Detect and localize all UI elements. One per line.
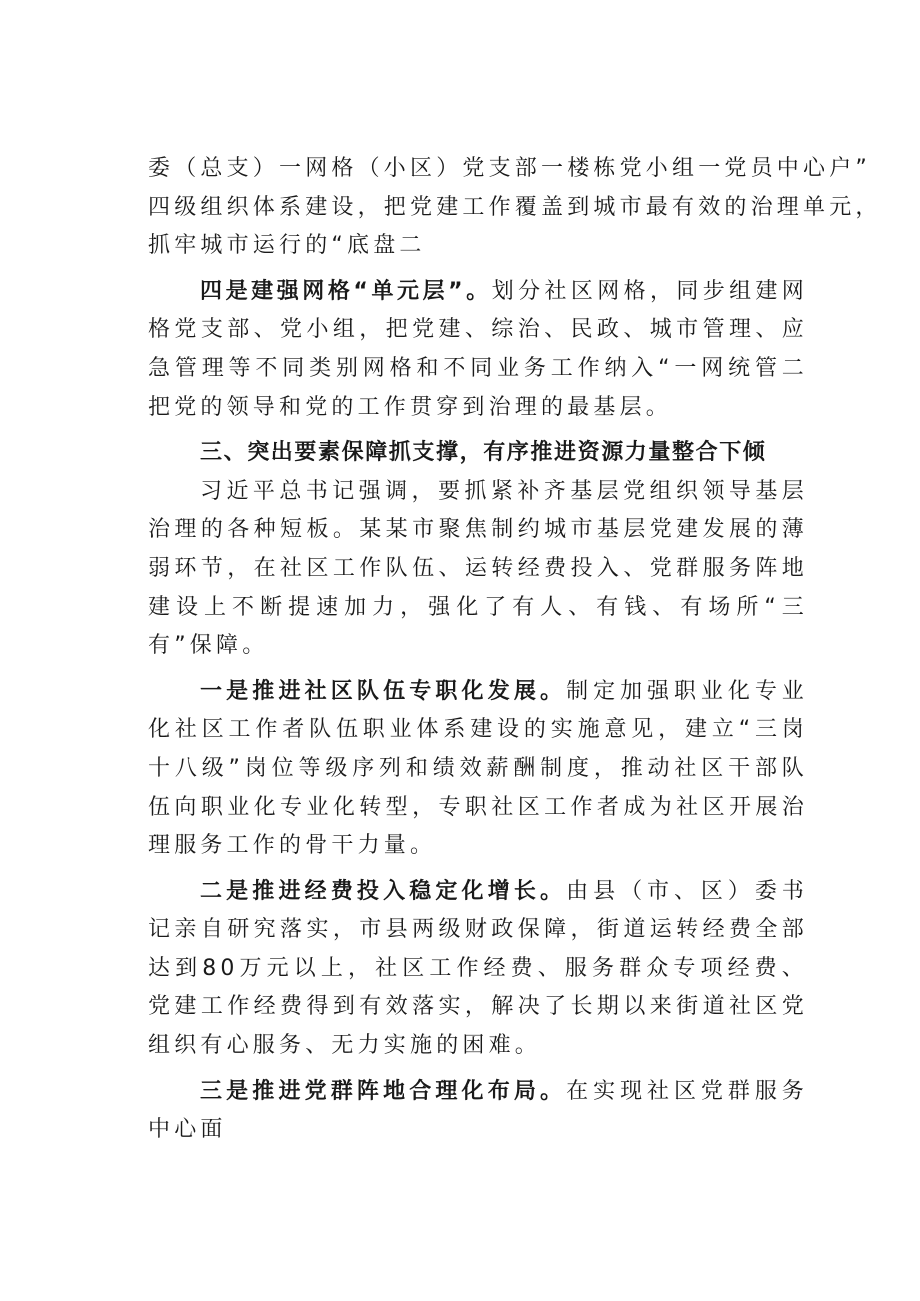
paragraph-intro: 习近平总书记强调，要抓紧补齐基层党组织领导基层治理的各种短板。某某市聚焦制约城市基层党建发展的薄弱环节，在社区工作队伍、运转经费投入、党群服务阵地建设上不断提速加力，强化了有人、有钱、有场所“三有”保障。	[148, 478, 808, 659]
section-heading: 三、突出要素保障抓支撑，有序推进资源力量整合下倾	[200, 440, 767, 466]
paragraph-body: 由县（市、区）委书记亲自研究落实，市县两级财政保障，街道运转经费全部达到80万元以上，社区工作经费、服务群众专项经费、党建工作经费得到有效落实，解决了长期以来街道社区党组织有心服务、无力实施的困难。	[148, 878, 808, 1059]
paragraph-body: 在实现社区党群服务中心面	[148, 1078, 808, 1143]
text-line: 四级组织体系建设，把党建工作覆盖到城市最有效的治理单元，	[148, 194, 882, 220]
paragraph-lead: 三是推进党群阵地合理化布局。	[200, 1078, 567, 1104]
text-line: 委（总支）一网格（小区）党支部一楼栋党小组一党员中心户”	[148, 156, 871, 181]
paragraph-lead: 四是建强网格“单元层”。	[200, 278, 492, 304]
paragraph-team	[148, 673, 808, 866]
paragraph-lead: 一是推进社区队伍专职化发展。	[200, 678, 567, 704]
paragraph-body: 划分社区网格，同步组建网格党支部、党小组，把党建、综治、民政、城市管理、应急管理等不同类别网格和不同业务工作纳入“一网统管二把党的领导和党的工作贯穿到治理的最基层。	[148, 278, 809, 420]
paragraph-venue	[148, 1073, 808, 1150]
paragraph-funding	[148, 873, 808, 1066]
paragraph-grid-layer	[148, 273, 808, 427]
paragraph-lead: 二是推进经费投入稳定化增长。	[200, 878, 567, 904]
document-body	[148, 150, 882, 1150]
text-line: 抓牢城市运行的“底盘二	[148, 233, 426, 259]
paragraph-continuation	[148, 150, 882, 266]
paragraph-body: 制定加强职业化专业化社区工作者队伍职业体系建设的实施意见，建立“三岗十八级”岗位等级序列和绩效薪酬制度，推动社区干部队伍向职业化专业化转型，专职社区工作者成为社区开展治理服务工作的骨干力量。	[148, 678, 808, 859]
